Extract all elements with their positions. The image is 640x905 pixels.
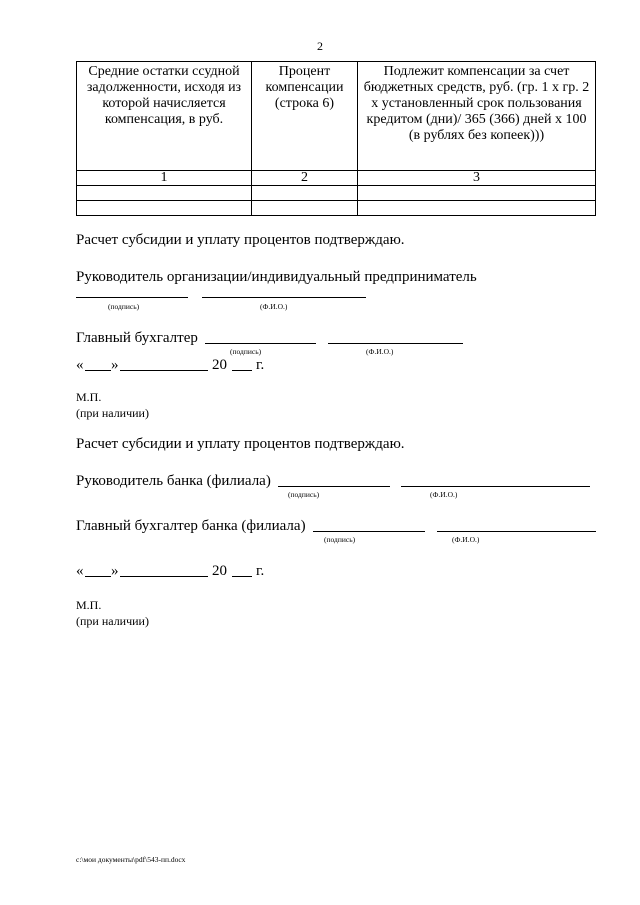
bank-seal-note: (при наличии): [76, 614, 149, 628]
org-date-open-quote: «: [76, 357, 84, 373]
bank-head-name-caption: (Ф.И.О.): [430, 490, 458, 499]
org-date-close-quote: »: [111, 357, 119, 373]
compensation-table: [76, 61, 596, 216]
org-seal-note: (при наличии): [76, 406, 149, 420]
bank-date-day-line[interactable]: [85, 576, 111, 577]
table-cell: [252, 201, 358, 216]
org-confirmation-text: Расчет субсидии и уплату процентов подтверждаю.: [76, 232, 405, 248]
bank-accountant-sign-caption: (подпись): [324, 535, 356, 544]
org-accountant-sign-caption: (подпись): [230, 347, 262, 356]
bank-date-century: 20: [212, 563, 227, 579]
bank-date-month-line[interactable]: [120, 576, 208, 577]
org-date-year-suffix: г.: [256, 357, 265, 373]
bank-head-signature-line[interactable]: [278, 486, 390, 487]
bank-confirmation-text: Расчет субсидии и уплату процентов подтверждаю.: [76, 436, 405, 452]
org-head-label: Руководитель организации/индивидуальный предприниматель: [76, 269, 477, 285]
org-date-month-line[interactable]: [120, 370, 208, 371]
org-accountant-name-caption: (Ф.И.О.): [366, 347, 394, 356]
org-accountant-label: Главный бухгалтер: [76, 330, 198, 346]
column-number: 3: [358, 171, 596, 186]
table-header-percent: Процент компенсации (строка 6): [252, 62, 358, 171]
column-number: 1: [77, 171, 252, 186]
footer-file-path: c:\мои документы\pdf\543-пп.docx: [76, 855, 186, 864]
org-head-name-caption: (Ф.И.О.): [260, 302, 288, 311]
bank-head-name-line[interactable]: [401, 486, 590, 487]
column-number: 2: [252, 171, 358, 186]
table-row: [77, 201, 596, 216]
bank-head-sign-caption: (подпись): [288, 490, 320, 499]
table-header-balance: Средние остатки ссудной задолженности, исходя из которой начисляется компенсация, в руб.: [77, 62, 252, 171]
page-number: 2: [317, 39, 323, 53]
bank-seal-label: М.П.: [76, 598, 102, 612]
org-head-signature-line[interactable]: [76, 297, 188, 298]
bank-accountant-name-caption: (Ф.И.О.): [452, 535, 480, 544]
org-date-year-line[interactable]: [232, 370, 252, 371]
bank-head-label: Руководитель банка (филиала): [76, 473, 271, 489]
table-cell: [358, 201, 596, 216]
bank-date-year-line[interactable]: [232, 576, 252, 577]
table-row: [77, 186, 596, 201]
table-cell: [358, 186, 596, 201]
bank-accountant-name-line[interactable]: [437, 531, 596, 532]
table-cell: [77, 201, 252, 216]
org-date-century: 20: [212, 357, 227, 373]
org-head-name-line[interactable]: [202, 297, 366, 298]
org-date-day-line[interactable]: [85, 370, 111, 371]
table-header-amount: Подлежит компенсации за счет бюджетных средств, руб. (гр. 1 х гр. 2 х установленный срок пользования кредитом (дни)/ 365 (366) дней х 100 (в рублях без копеек))): [358, 62, 596, 171]
bank-accountant-label: Главный бухгалтер банка (филиала): [76, 518, 306, 534]
org-head-sign-caption: (подпись): [108, 302, 140, 311]
bank-date-open-quote: «: [76, 563, 84, 579]
bank-date-close-quote: »: [111, 563, 119, 579]
org-seal-label: М.П.: [76, 390, 102, 404]
table-cell: [252, 186, 358, 201]
table-cell: [77, 186, 252, 201]
bank-date-year-suffix: г.: [256, 563, 265, 579]
bank-accountant-signature-line[interactable]: [313, 531, 425, 532]
org-accountant-name-line[interactable]: [328, 343, 463, 344]
org-accountant-signature-line[interactable]: [205, 343, 316, 344]
